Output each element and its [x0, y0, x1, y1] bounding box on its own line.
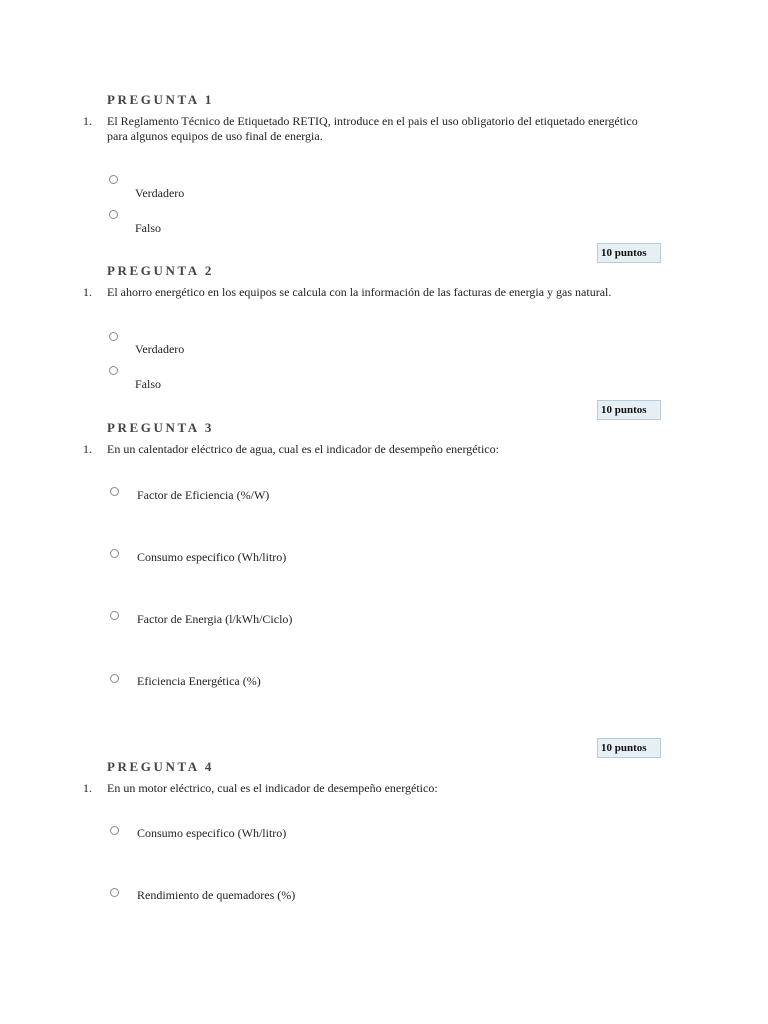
question-3-option-2[interactable]: Consumo especifico (Wh/litro): [137, 550, 287, 564]
question-4-option-1[interactable]: Consumo especifico (Wh/litro): [137, 826, 287, 840]
question-3-option-1[interactable]: Factor de Eficiencia (%/W): [137, 488, 270, 502]
radio-unchecked-icon[interactable]: [110, 549, 119, 558]
question-1-heading: PREGUNTA 1: [107, 92, 215, 107]
radio-unchecked-icon[interactable]: [110, 611, 119, 620]
radio-unchecked-icon[interactable]: [109, 332, 118, 341]
question-2-heading: PREGUNTA 2: [107, 263, 215, 278]
question-3-option-3[interactable]: Factor de Energia (l/kWh/Ciclo): [137, 612, 293, 626]
question-1-option-1[interactable]: Verdadero: [135, 186, 185, 200]
points-badge: 10 puntos: [597, 738, 661, 758]
question-1-text: El Reglamento Técnico de Etiquetado RETIQ, introduce en el pais el uso obligatorio del etiquetado energético para algunos equipos de uso final de energia.: [107, 114, 638, 143]
question-2-option-1[interactable]: Verdadero: [135, 342, 185, 356]
radio-unchecked-icon[interactable]: [110, 487, 119, 496]
radio-unchecked-icon[interactable]: [109, 175, 118, 184]
question-1-number: 1.: [83, 114, 92, 128]
radio-unchecked-icon[interactable]: [109, 210, 118, 219]
question-3-option-4[interactable]: Eficiencia Energética (%): [137, 674, 261, 688]
question-4-text: En un motor eléctrico, cual es el indicador de desempeño energético:: [107, 781, 438, 795]
radio-unchecked-icon[interactable]: [110, 888, 119, 897]
radio-unchecked-icon[interactable]: [109, 366, 118, 375]
points-badge: 10 puntos: [597, 243, 661, 263]
radio-unchecked-icon[interactable]: [110, 674, 119, 683]
question-3-heading: PREGUNTA 3: [107, 420, 215, 435]
question-4-option-2[interactable]: Rendimiento de quemadores (%): [137, 888, 296, 902]
question-1-option-2[interactable]: Falso: [135, 221, 162, 235]
question-3-number: 1.: [83, 442, 92, 456]
question-2-text: El ahorro energético en los equipos se calcula con la información de las facturas de energia y gas natural.: [107, 285, 612, 299]
points-badge: 10 puntos: [597, 400, 661, 420]
question-3-text: En un calentador eléctrico de agua, cual es el indicador de desempeño energético:: [107, 442, 499, 456]
radio-unchecked-icon[interactable]: [110, 826, 119, 835]
question-4-number: 1.: [83, 781, 92, 795]
question-2-number: 1.: [83, 285, 92, 299]
question-2-option-2[interactable]: Falso: [135, 377, 162, 391]
question-4-heading: PREGUNTA 4: [107, 759, 215, 774]
